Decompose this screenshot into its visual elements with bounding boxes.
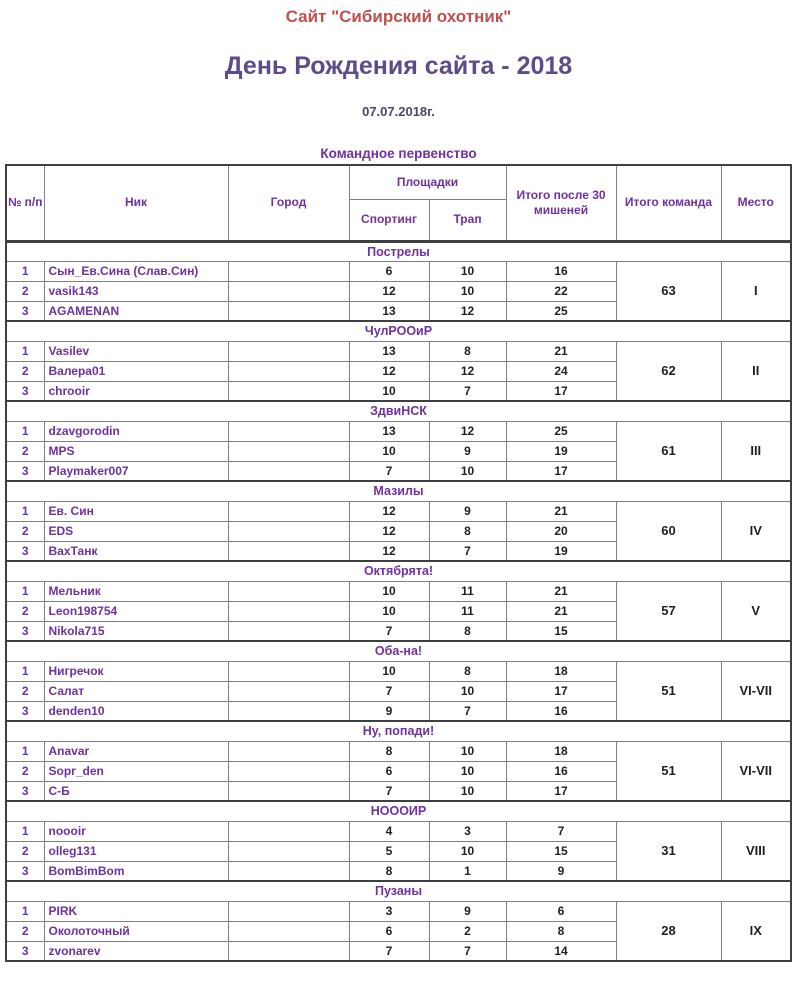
member-nick: EDS [44, 521, 228, 541]
header-city: Город [228, 165, 349, 241]
row-number: 2 [6, 921, 44, 941]
row-number: 1 [6, 741, 44, 761]
member-city [228, 421, 349, 441]
member-nick: MPS [44, 441, 228, 461]
team-title-row [6, 401, 791, 421]
header-sporting: Спортинг [349, 199, 429, 241]
member-city [228, 701, 349, 721]
score-sporting: 12 [349, 281, 429, 301]
event-date: 07.07.2018г. [362, 104, 435, 119]
score-total30: 25 [506, 421, 616, 441]
score-total30: 15 [506, 841, 616, 861]
score-total30: 14 [506, 941, 616, 961]
score-sporting: 6 [349, 921, 429, 941]
score-trap: 8 [429, 341, 506, 361]
member-nick: Салат [44, 681, 228, 701]
member-nick: Vasilev [44, 341, 228, 361]
member-city [228, 361, 349, 381]
member-city [228, 501, 349, 521]
member-nick: denden10 [44, 701, 228, 721]
member-nick: Нигречок [44, 661, 228, 681]
results-table [5, 164, 792, 962]
member-city [228, 901, 349, 921]
team-total: 51 [616, 741, 721, 801]
score-total30: 18 [506, 741, 616, 761]
team-name: Оба-на! [6, 641, 791, 661]
team-name: Пострелы [6, 241, 791, 261]
team-place: I [721, 261, 791, 321]
member-nick: noooir [44, 821, 228, 841]
member-city [228, 341, 349, 361]
team-place: VIII [721, 821, 791, 881]
member-nick: zvonarev [44, 941, 228, 961]
score-total30: 19 [506, 541, 616, 561]
header-place: Место [721, 165, 791, 241]
team-place: V [721, 581, 791, 641]
row-number: 2 [6, 681, 44, 701]
team-title-row [6, 241, 791, 261]
score-trap: 10 [429, 681, 506, 701]
score-sporting: 3 [349, 901, 429, 921]
member-city [228, 781, 349, 801]
row-number: 2 [6, 521, 44, 541]
score-total30: 15 [506, 621, 616, 641]
member-nick: Сын_Ев.Сина (Слав.Син) [44, 261, 228, 281]
team-name: ЧулРООиР [6, 321, 791, 341]
member-city [228, 441, 349, 461]
score-trap: 7 [429, 701, 506, 721]
team-place: III [721, 421, 791, 481]
team-name: Ну, попади! [6, 721, 791, 741]
team-total: 28 [616, 901, 721, 961]
score-sporting: 5 [349, 841, 429, 861]
team-place: IV [721, 501, 791, 561]
score-trap: 3 [429, 821, 506, 841]
member-nick: Мельник [44, 581, 228, 601]
member-nick: olleg131 [44, 841, 228, 861]
member-city [228, 601, 349, 621]
score-trap: 10 [429, 281, 506, 301]
score-sporting: 12 [349, 521, 429, 541]
member-city [228, 921, 349, 941]
member-nick: С-Б [44, 781, 228, 801]
score-trap: 8 [429, 521, 506, 541]
row-number: 2 [6, 441, 44, 461]
member-nick: Sopr_den [44, 761, 228, 781]
member-nick: Anavar [44, 741, 228, 761]
member-nick: ВахТанк [44, 541, 228, 561]
team-title-row [6, 641, 791, 661]
member-city [228, 761, 349, 781]
row-number: 3 [6, 861, 44, 881]
table-row [6, 661, 791, 681]
row-number: 1 [6, 501, 44, 521]
team-total: 51 [616, 661, 721, 721]
team-title-row [6, 801, 791, 821]
member-city [228, 681, 349, 701]
score-trap: 7 [429, 941, 506, 961]
team-name: ЗдвиНСК [6, 401, 791, 421]
score-total30: 17 [506, 461, 616, 481]
score-sporting: 8 [349, 861, 429, 881]
member-city [228, 661, 349, 681]
score-total30: 17 [506, 381, 616, 401]
score-total30: 8 [506, 921, 616, 941]
member-city [228, 581, 349, 601]
member-nick: dzavgorodin [44, 421, 228, 441]
score-sporting: 10 [349, 581, 429, 601]
member-nick: AGAMENAN [44, 301, 228, 321]
member-nick: PIRK [44, 901, 228, 921]
score-total30: 9 [506, 861, 616, 881]
row-number: 1 [6, 901, 44, 921]
score-trap: 7 [429, 381, 506, 401]
score-trap: 7 [429, 541, 506, 561]
score-trap: 9 [429, 901, 506, 921]
row-number: 1 [6, 661, 44, 681]
row-number: 1 [6, 261, 44, 281]
table-row [6, 901, 791, 921]
member-city [228, 741, 349, 761]
score-sporting: 8 [349, 741, 429, 761]
team-place: II [721, 341, 791, 401]
team-total: 31 [616, 821, 721, 881]
team-place: VI-VII [721, 661, 791, 721]
table-row [6, 341, 791, 361]
row-number: 2 [6, 761, 44, 781]
score-trap: 8 [429, 661, 506, 681]
table-row [6, 581, 791, 601]
score-sporting: 7 [349, 461, 429, 481]
row-number: 3 [6, 621, 44, 641]
member-city [228, 261, 349, 281]
row-number: 1 [6, 581, 44, 601]
team-place: IX [721, 901, 791, 961]
team-total: 60 [616, 501, 721, 561]
row-number: 3 [6, 301, 44, 321]
score-sporting: 6 [349, 261, 429, 281]
table-row [6, 501, 791, 521]
score-total30: 21 [506, 601, 616, 621]
score-total30: 16 [506, 261, 616, 281]
team-name: Пузаны [6, 881, 791, 901]
row-number: 3 [6, 701, 44, 721]
site-title: Сайт "Сибирский охотник" [285, 7, 512, 26]
team-name: НОООИР [6, 801, 791, 821]
score-total30: 21 [506, 501, 616, 521]
team-total: 61 [616, 421, 721, 481]
score-sporting: 12 [349, 501, 429, 521]
member-nick: Валера01 [44, 361, 228, 381]
member-nick: vasik143 [44, 281, 228, 301]
member-city [228, 941, 349, 961]
team-title-row [6, 481, 791, 501]
score-total30: 19 [506, 441, 616, 461]
team-total: 62 [616, 341, 721, 401]
member-city [228, 381, 349, 401]
score-sporting: 6 [349, 761, 429, 781]
score-total30: 16 [506, 761, 616, 781]
score-trap: 11 [429, 581, 506, 601]
score-sporting: 7 [349, 681, 429, 701]
team-total: 57 [616, 581, 721, 641]
score-total30: 21 [506, 581, 616, 601]
member-nick: BomBimBom [44, 861, 228, 881]
member-nick: chrooir [44, 381, 228, 401]
table-body [6, 241, 791, 961]
member-city [228, 621, 349, 641]
header-nick: Ник [44, 165, 228, 241]
table-row [6, 261, 791, 281]
member-city [228, 461, 349, 481]
member-nick: Playmaker007 [44, 461, 228, 481]
header-num: № п/п [6, 165, 44, 241]
score-total30: 24 [506, 361, 616, 381]
page-header [0, 7, 797, 161]
score-sporting: 10 [349, 661, 429, 681]
score-trap: 1 [429, 861, 506, 881]
score-trap: 11 [429, 601, 506, 621]
team-title-row [6, 561, 791, 581]
score-trap: 10 [429, 781, 506, 801]
team-title-row [6, 321, 791, 341]
header-team-total: Итого команда [616, 165, 721, 241]
score-total30: 6 [506, 901, 616, 921]
score-total30: 17 [506, 781, 616, 801]
score-total30: 20 [506, 521, 616, 541]
score-sporting: 10 [349, 601, 429, 621]
score-total30: 17 [506, 681, 616, 701]
score-trap: 10 [429, 841, 506, 861]
score-sporting: 13 [349, 421, 429, 441]
member-city [228, 841, 349, 861]
score-trap: 10 [429, 761, 506, 781]
score-sporting: 10 [349, 381, 429, 401]
score-sporting: 13 [349, 341, 429, 361]
team-title-row [6, 881, 791, 901]
score-total30: 25 [506, 301, 616, 321]
score-sporting: 7 [349, 781, 429, 801]
score-sporting: 10 [349, 441, 429, 461]
score-total30: 18 [506, 661, 616, 681]
member-city [228, 521, 349, 541]
row-number: 2 [6, 361, 44, 381]
header-venues: Площадки [349, 165, 506, 199]
member-city [228, 541, 349, 561]
score-trap: 10 [429, 261, 506, 281]
header-trap: Трап [429, 199, 506, 241]
team-total: 63 [616, 261, 721, 321]
score-total30: 21 [506, 341, 616, 361]
team-name: Октябрята! [6, 561, 791, 581]
score-trap: 12 [429, 301, 506, 321]
member-nick: Leon198754 [44, 601, 228, 621]
team-place: VI-VII [721, 741, 791, 801]
row-number: 1 [6, 421, 44, 441]
score-total30: 7 [506, 821, 616, 841]
member-nick: Околоточный [44, 921, 228, 941]
table-row [6, 821, 791, 841]
team-title-row [6, 721, 791, 741]
row-number: 3 [6, 461, 44, 481]
score-total30: 16 [506, 701, 616, 721]
score-trap: 12 [429, 361, 506, 381]
score-trap: 2 [429, 921, 506, 941]
section-title: Командное первенство [320, 146, 477, 161]
table-header [6, 165, 791, 241]
header-total30: Итого после 30 мишеней [506, 165, 616, 241]
score-sporting: 7 [349, 621, 429, 641]
score-trap: 12 [429, 421, 506, 441]
score-sporting: 12 [349, 541, 429, 561]
score-trap: 9 [429, 441, 506, 461]
member-city [228, 821, 349, 841]
row-number: 2 [6, 601, 44, 621]
event-title: День Рождения сайта - 2018 [224, 52, 573, 80]
row-number: 3 [6, 941, 44, 961]
table-row [6, 741, 791, 761]
score-total30: 22 [506, 281, 616, 301]
score-sporting: 4 [349, 821, 429, 841]
row-number: 1 [6, 341, 44, 361]
score-trap: 8 [429, 621, 506, 641]
row-number: 3 [6, 381, 44, 401]
score-trap: 9 [429, 501, 506, 521]
member-city [228, 301, 349, 321]
member-nick: Ев. Син [44, 501, 228, 521]
team-name: Мазилы [6, 481, 791, 501]
table-row [6, 421, 791, 441]
score-sporting: 7 [349, 941, 429, 961]
member-nick: Nikola715 [44, 621, 228, 641]
score-trap: 10 [429, 741, 506, 761]
row-number: 2 [6, 841, 44, 861]
row-number: 2 [6, 281, 44, 301]
row-number: 3 [6, 541, 44, 561]
score-trap: 10 [429, 461, 506, 481]
member-city [228, 281, 349, 301]
row-number: 3 [6, 781, 44, 801]
score-sporting: 12 [349, 361, 429, 381]
score-sporting: 9 [349, 701, 429, 721]
row-number: 1 [6, 821, 44, 841]
score-sporting: 13 [349, 301, 429, 321]
member-city [228, 861, 349, 881]
